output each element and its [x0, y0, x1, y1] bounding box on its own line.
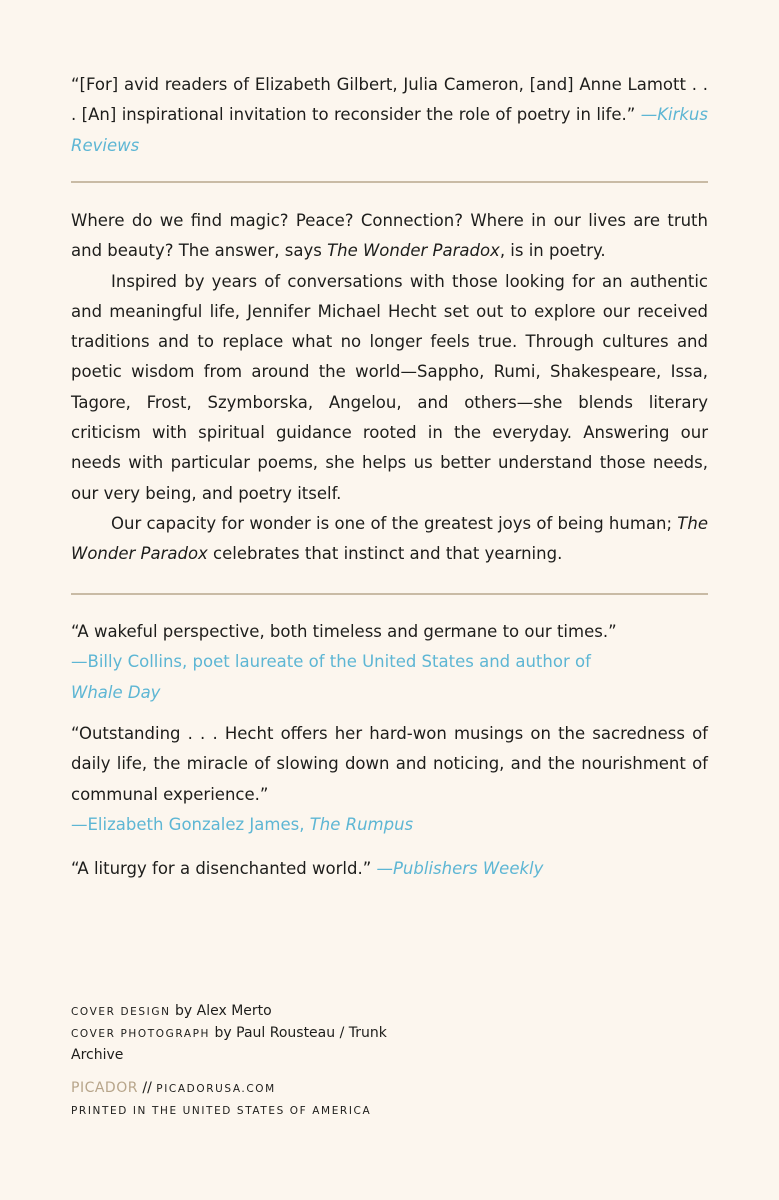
cover-credits [71, 1001, 471, 1066]
book-description [71, 206, 708, 570]
publisher-name: PICADOR [71, 1080, 138, 1096]
blurb-attribution: —Billy Collins, poet laureate of the United States and author of Whale Day [71, 652, 591, 702]
blurb-collins [71, 617, 708, 708]
blurb-publishers-weekly [71, 854, 708, 884]
description-paragraph-2: Inspired by years of conversations with those looking for an authentic and meaningful life, Jennifer Michael Hecht set out to explore our received traditions and to replace what no longer feels true. Through cultures and poetic wisdom from around the world—Sappho, Rumi, Shakespeare, Issa, Tagore, Frost, Szymborska, Angelou, and others—she blends literary criticism with spiritual guidance rooted in the everyday. Answering our needs with particular poems, she helps us better understand those needs, our very being, and poetry itself. [71, 271, 708, 503]
blurb-text: “Outstanding . . . Hecht offers her hard-won musings on the sacredness of daily life, the miracle of slowing down and noticing, and the nourishment of communal experience.” [71, 724, 708, 804]
blurb-text: “A wakeful perspective, both timeless and germane to our times.” [71, 622, 617, 641]
cover-design-credit: COVER DESIGN by Alex Merto [71, 1003, 272, 1019]
publisher-line [71, 1078, 471, 1100]
blurb-attribution: —Elizabeth Gonzalez James, The Rumpus [71, 814, 414, 834]
book-title: The Wonder Paradox [71, 513, 708, 564]
printed-in: PRINTED IN THE UNITED STATES OF AMERICA [71, 1105, 372, 1117]
divider-middle [71, 593, 708, 595]
top-quote-attribution: —Kirkus Reviews [71, 105, 708, 155]
description-paragraph-3: Our capacity for wonder is one of the greatest joys of being human; The Wonder Paradox celebrates that instinct and that yearning. [71, 513, 708, 564]
top-quote-text: “[For] avid readers of Elizabeth Gilbert, Julia Cameron, [and] Anne Lamott . . . [An] inspirational invitation to reconsider the role of poetry in life.” [71, 75, 708, 125]
divider-top [71, 181, 708, 183]
book-title: The Wonder Paradox [327, 241, 500, 261]
blurb-text: “A liturgy for a disenchanted world.” [71, 859, 377, 878]
cover-photo-credit: COVER PHOTOGRAPH by Paul Rousteau / Trunk Archive [71, 1025, 387, 1063]
blurb-james [71, 719, 708, 840]
separator: // [137, 1080, 157, 1096]
blurb-attribution: —Publishers Weekly [376, 859, 544, 878]
description-paragraph-1: Where do we find magic? Peace? Connection? Where in our lives are truth and beauty? The answer, says The Wonder Paradox, is in poetry. [71, 211, 708, 261]
publisher-website: PICADORUSA.COM [156, 1083, 276, 1095]
top-review-quote [71, 70, 708, 161]
